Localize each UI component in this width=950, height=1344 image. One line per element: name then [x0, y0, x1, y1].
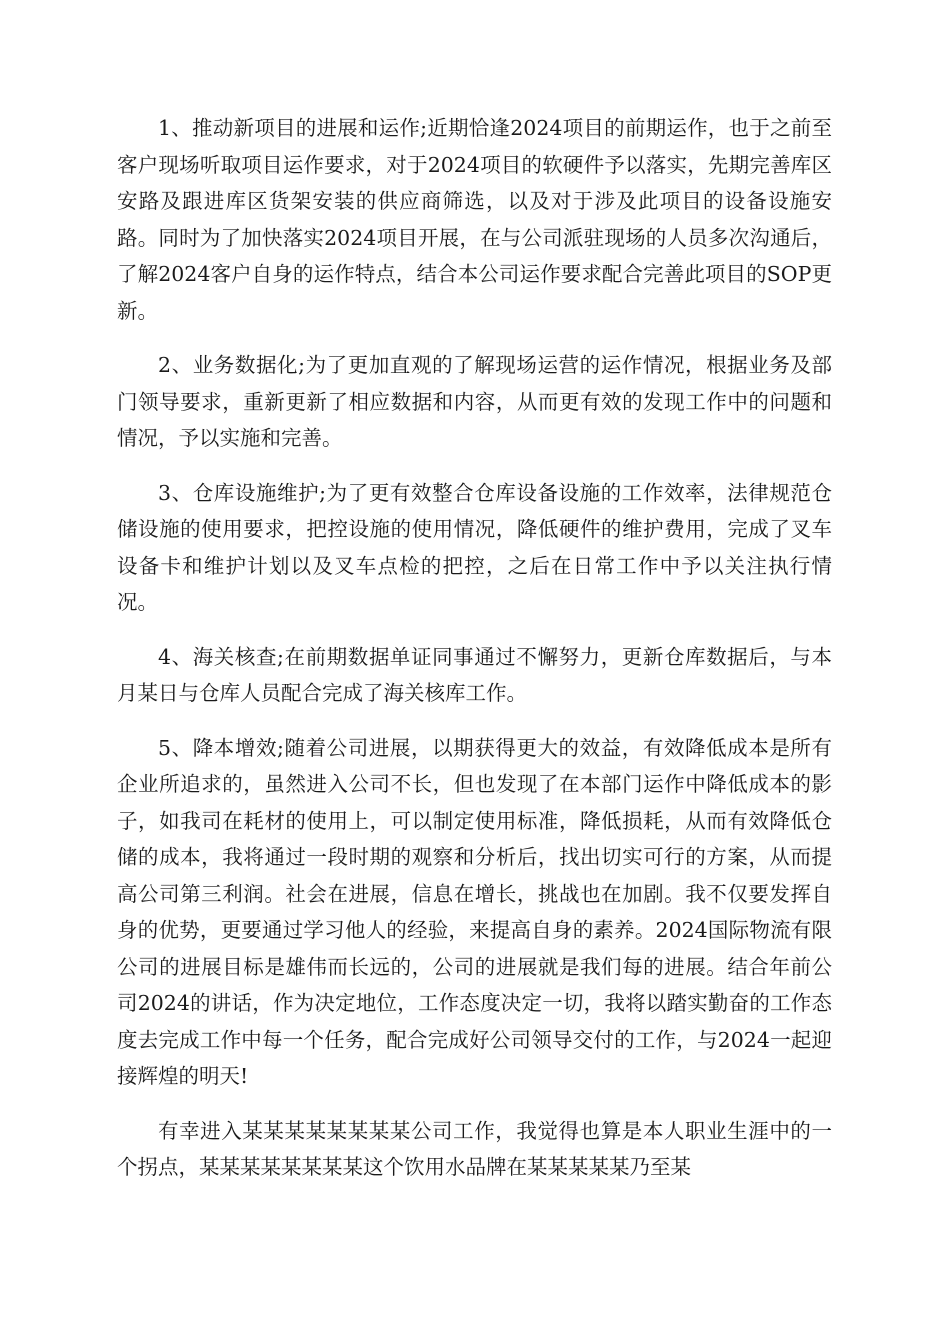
paragraph-1: 1、推动新项目的进展和运作;近期恰逢2024项目的前期运作，也于之前至客户现场听取项目运作要求，对于2024项目的软硬件予以落实，先期完善库区安路及跟进库区货架安装的供应商筛选，以及对于涉及此项目的设备设施安路。同时为了加快落实2024项目开展，在与公司派驻现场的人员多次沟通后，了解2024客户自身的运作特点，结合本公司运作要求配合完善此项目的SOP更新。: [117, 116, 832, 323]
paragraph-2: 2、业务数据化;为了更加直观的了解现场运营的运作情况，根据业务及部门领导要求，重新更新了相应数据和内容，从而更有效的发现工作中的问题和情况，予以实施和完善。: [117, 353, 832, 450]
paragraph-3: 3、仓库设施维护;为了更有效整合仓库设备设施的工作效率，法律规范仓储设施的使用要求，把控设施的使用情况，降低硬件的维护费用，完成了叉车设备卡和维护计划以及叉车点检的把控，之后在日常工作中予以关注执行情况。: [117, 480, 832, 614]
document-body: [117, 110, 832, 1204]
paragraph-6: 有幸进入某某某某某某某某公司工作，我觉得也算是本人职业生涯中的一个拐点，某某某某某某某某这个饮用水品牌在某某某某某乃至某: [117, 1118, 832, 1179]
paragraph-5: 5、降本增效;随着公司进展，以期获得更大的效益，有效降低成本是所有企业所追求的，虽然进入公司不长，但也发现了在本部门运作中降低成本的影子，如我司在耗材的使用上，可以制定使用标准，降低损耗，从而有效降低仓储的成本，我将通过一段时期的观察和分析后，找出切实可行的方案，从而提高公司第三利润。社会在进展，信息在增长，挑战也在加剧。我不仅要发挥自身的优势，更要通过学习他人的经验，来提高自身的素养。2024国际物流有限公司的进展目标是雄伟而长远的，公司的进展就是我们每的进展。结合年前公司2024的讲话，作为决定地位，工作态度决定一切，我将以踏实勤奋的工作态度去完成工作中每一个任务，配合完成好公司领导交付的工作，与2024一起迎接辉煌的明天!: [117, 735, 832, 1088]
paragraph-4: 4、海关核查;在前期数据单证同事通过不懈努力，更新仓库数据后，与本月某日与仓库人员配合完成了海关核库工作。: [117, 644, 832, 705]
